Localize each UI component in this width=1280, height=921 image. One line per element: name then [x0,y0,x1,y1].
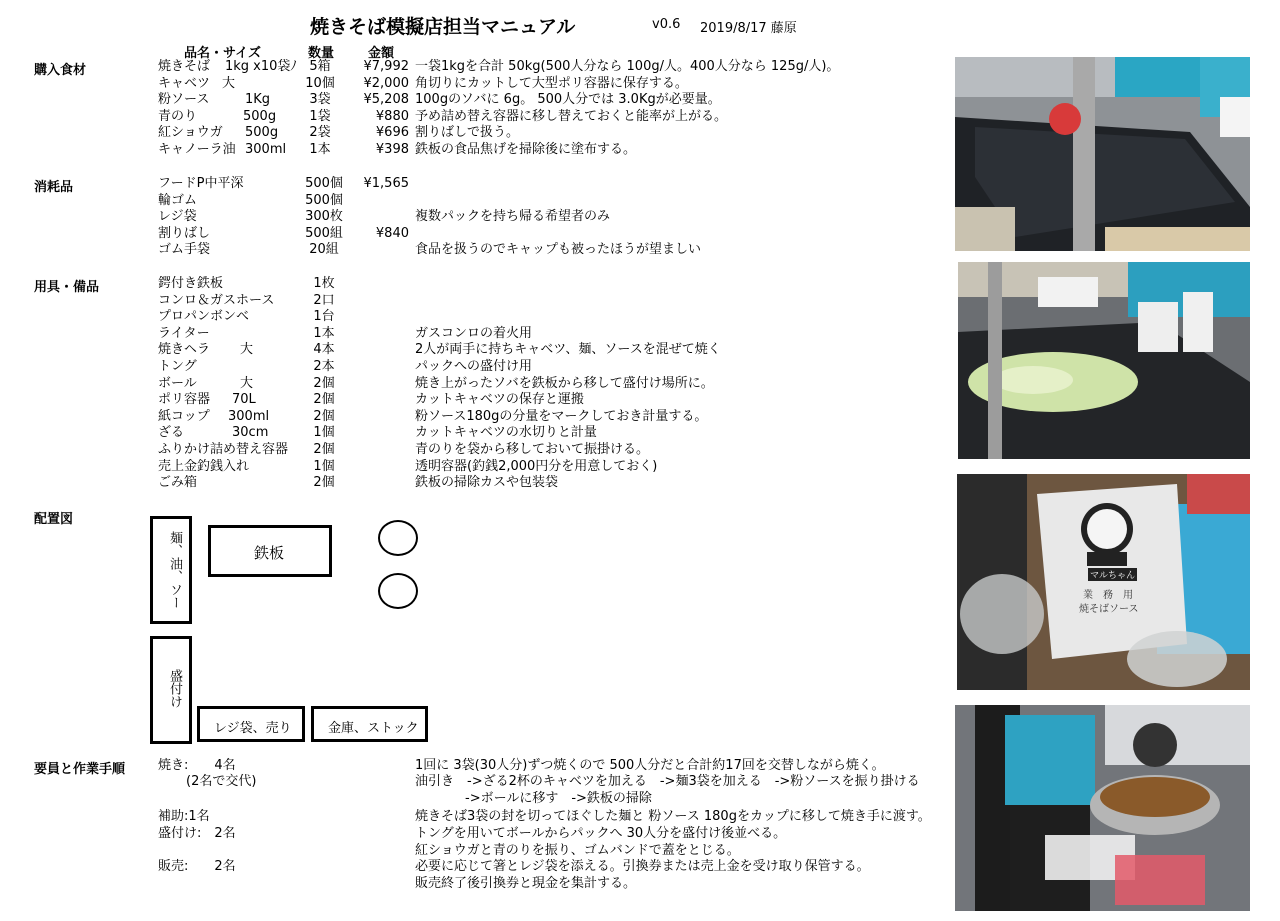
ingredient-qty: 2袋 [309,125,331,141]
consumable-qty: 500個 [305,192,343,208]
equipment-note: 粉ソース180gの分量をマークしておき計量する。 [415,408,708,424]
ingredient-qty: 1袋 [309,108,331,124]
package-line1: 業 務 用 [1083,590,1133,601]
consumable-name: フードP中平深 [158,176,244,191]
register-box [197,706,305,742]
equipment-name: ふりかけ詰め替え容器 [158,442,289,457]
ingredient-note: 鉄板の食品焦げを掃除後に塗布する。 [415,142,637,157]
consumable-qty: 500個 [305,176,343,191]
equipment-qty: 2個 [313,375,335,391]
photo-serving-bowl [955,705,1250,911]
consumable-qty: 300枚 [305,209,343,225]
procedure-line: 1回に 3袋(30人分)ずつ焼くので 500人分だと合計約17回を交替しながら焼く。 [415,758,885,773]
equipment-qty: 2本 [313,359,335,374]
ingredient-amount: ¥7,992 [363,59,409,74]
ingredient-size: 大 [222,75,236,91]
staff-assist: 補助:1名 [158,809,210,824]
equipment-size: 70L [232,392,256,408]
equipment-name: 紙コップ [158,408,210,424]
consumable-amount: ¥840 [375,225,409,241]
photo-sauce-package [957,474,1250,690]
equipment-name: プロパンボンベ [158,309,250,325]
equipment-note: 鉄板の掃除カスや包装袋 [415,475,559,491]
equipment-qty: 1個 [313,458,335,474]
equipment-note: ガスコンロの着火用 [415,325,533,341]
equipment-note: カットキャベツの水切りと計量 [415,425,597,441]
ingredient-amount: ¥696 [375,125,409,141]
procedure-line: 油引き ->ざる2杯のキャベツを加える ->麺3袋を加える ->粉ソースを振り掛ける [415,774,920,789]
equipment-qty: 2個 [313,442,335,457]
equipment-name: コンロ＆ガスホース [158,292,275,308]
burner-circle-2 [378,573,418,609]
ingredient-name: キャノーラ油 [158,142,236,157]
procedure-line: ->ボールに移す ->鉄板の掃除 [465,791,652,806]
equipment-size: 300ml [228,408,270,424]
equipment-note: パックへの盛付け用 [415,359,533,374]
noodle-oil-sauce-label: 麺、油、ソー [167,531,182,609]
ingredient-note: 100gのソバに 6g。 500人分では 3.0Kgが必要量。 [415,92,721,108]
procedure-line: 必要に応じて箸とレジ袋を添える。引換券または売上金を受け取り保管する。 [415,859,870,874]
consumable-name: 割りばし [158,225,211,241]
equipment-size: 大 [240,375,254,391]
safe-box [311,706,428,742]
equipment-note: 焼き上がったソバを鉄板から移して盛付け場所に。 [415,375,714,391]
griddle-box [208,525,332,577]
page-title: 焼きそば模擬店担当マニュアル [310,16,576,38]
ingredient-name: 粉ソース [158,92,210,108]
equipment-qty: 1枚 [313,276,335,291]
equipment-size: 30cm [232,425,269,441]
ingredient-note: 割りばしで扱う。 [415,125,520,141]
section-staff: 要員と作業手順 [34,762,126,777]
equipment-qty: 2個 [313,392,335,408]
consumable-amount [345,209,409,225]
equipment-note: 2人が両手に持ちキャベツ、麺、ソースを混ぜて焼く [415,342,721,358]
ingredient-size: 300ml [245,142,287,157]
ingredient-size: 500g [243,108,277,124]
consumable-name: レジ袋 [158,209,197,225]
procedure-line: 焼きそば3袋の封を切ってほぐした麺と 粉ソース 180gをカップに移して焼き手に渡す。 [415,809,931,824]
section-layout: 配置図 [34,512,74,527]
burner-circle-1 [378,520,418,556]
equipment-qty: 1本 [313,325,335,341]
photo-cabbage-frying [958,262,1250,459]
section-equipment: 用具・備品 [34,280,100,295]
equipment-note: 透明容器(釣銭2,000円分を用意しておく) [415,458,658,474]
equipment-name: ボール [158,375,197,391]
section-ingredients: 購入食材 [34,63,87,78]
ingredient-name: 青のり [158,108,198,124]
equipment-qty: 2個 [313,408,335,424]
ingredient-amount: ¥5,208 [363,92,409,108]
ingredient-note: 予め詰め替え容器に移し替えておくと能率が上がる。 [415,108,728,124]
serving-label: 盛付け [167,669,182,708]
staff-grill-sub: (2名で交代) [186,774,257,789]
ingredient-size: 1Kg [245,92,271,108]
procedure-line: トングを用いてボールからパックへ 30人分を盛付け後並べる。 [415,826,787,841]
ingredient-name: 焼きそば [158,59,211,74]
equipment-name: 売上金釣銭入れ [158,458,250,474]
equipment-name: 鍔付き鉄板 [158,276,224,291]
ingredient-name: キャベツ [158,75,211,91]
equipment-note: 青のりを袋から移しておいて振掛ける。 [415,442,650,457]
consumable-qty: 20組 [309,242,339,258]
col-amount-header: 金額 [368,46,395,61]
ingredient-qty: 1本 [309,142,331,157]
col-qty-header: 数量 [308,46,335,61]
equipment-name: ごみ箱 [158,475,198,491]
version-label: v0.6 [652,17,681,32]
consumable-amount [345,242,409,258]
equipment-qty: 4本 [313,342,335,358]
photo-griddle-oiling [955,57,1250,251]
ingredient-qty: 5箱 [309,59,331,74]
ingredient-qty: 10個 [305,75,335,91]
consumable-amount: ¥1,565 [363,176,409,191]
equipment-name: トング [158,359,197,374]
equipment-qty: 1個 [313,425,335,441]
ingredient-size: 1kg x10袋ﾉ [225,59,297,74]
staff-serve: 盛付け: 2名 [158,826,236,841]
equipment-qty: 1台 [313,309,335,325]
serving-box [150,636,192,744]
package-line2: 焼そばソース [1079,604,1139,615]
ingredient-note: 一袋1kgを合計 50kg(500人分なら 100g/人。400人分なら 125g/人)。 [415,59,840,74]
staff-sell: 販売: 2名 [158,859,236,874]
register-label: レジ袋、売り [214,721,292,736]
equipment-name: ざる [158,425,185,441]
equipment-name: ライター [158,325,210,341]
consumable-name: ゴム手袋 [158,242,211,258]
equipment-qty: 2口 [313,292,335,308]
consumable-note: 食品を扱うのでキャップも被ったほうが望ましい [415,242,702,258]
consumable-qty: 500組 [305,225,343,241]
equipment-name: ポリ容器 [158,392,211,408]
ingredient-size: 500g [245,125,279,141]
noodle-oil-sauce-box [150,516,192,624]
equipment-name: 焼きヘラ [158,342,211,358]
griddle-label: 鉄板 [254,544,285,562]
procedure-line: 販売終了後引換券と現金を集計する。 [415,876,637,891]
package-brand: マルちゃん [1088,568,1137,581]
consumable-name: 輪ゴム [158,192,198,208]
equipment-qty: 2個 [313,475,335,491]
ingredient-note: 角切りにカットして大型ポリ容器に保存する。 [415,75,688,91]
safe-label: 金庫、ストック [328,721,419,736]
ingredient-name: 紅ショウガ [158,125,223,141]
consumable-amount [345,193,409,209]
date-author: 2019/8/17 藤原 [700,21,797,36]
equipment-note: カットキャベツの保存と運搬 [415,392,584,408]
col-name-header: 品名・サイズ [184,46,261,61]
ingredient-amount: ¥880 [375,108,409,124]
ingredient-amount: ¥398 [375,142,409,157]
equipment-size: 大 [240,342,254,358]
procedure-line: 紅ショウガと青のりを振り、ゴムバンドで蓋をとじる。 [415,843,740,858]
ingredient-amount: ¥2,000 [363,75,409,91]
ingredient-qty: 3袋 [309,92,331,108]
section-consumables: 消耗品 [34,180,74,195]
staff-grill: 焼き: 4名 [158,758,236,773]
consumable-note: 複数パックを持ち帰る希望者のみ [415,209,611,225]
